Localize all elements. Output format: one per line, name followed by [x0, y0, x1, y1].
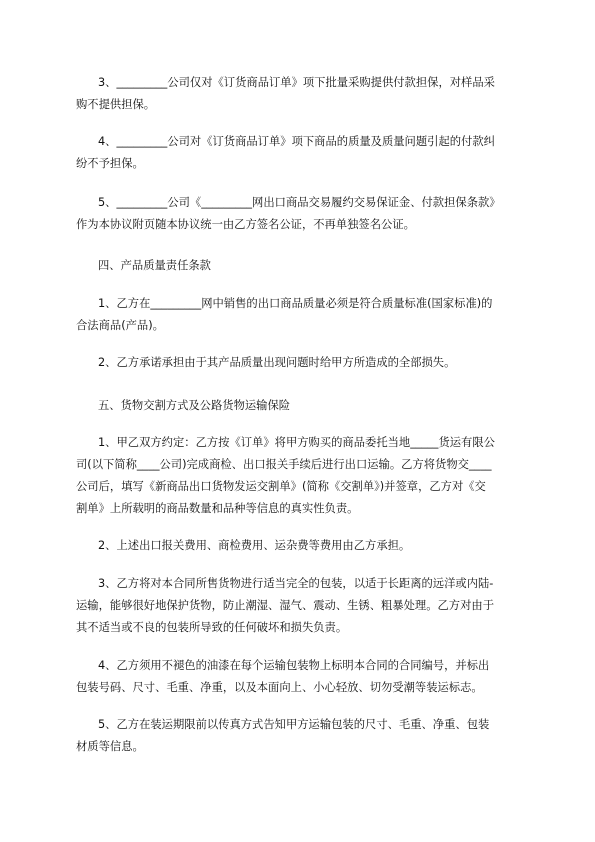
text-line: 5、乙方在装运期限前以传真方式告知甲方运输包装的尺寸、毛重、净重、包装 [98, 718, 490, 731]
text-line: 包装号码、尺寸、毛重、净重，以及本面向上、小心轻放、切勿受潮等装运标志。 [76, 681, 483, 694]
delivery-clause-1-paragraph [76, 432, 536, 520]
text-line: 4、乙方须用不褪色的油漆在每个运输包装物上标明本合同的合同编号，并标出 [98, 659, 490, 672]
text-line: 2、乙方承诺承担由于其产品质量出现问题时给甲方所造成的全部损失。 [98, 356, 456, 369]
section-four-heading [76, 255, 536, 277]
delivery-clause-4-paragraph [76, 655, 536, 699]
text-line: 司(以下简称____公司)完成商检、出口报关手续后进行出口运输。乙方将货物交____ [76, 458, 492, 471]
delivery-clause-5-paragraph [76, 714, 536, 758]
text-line: 其不适当或不良的包装所导致的任何破坏和损失负责。 [76, 621, 348, 634]
section-five-heading [76, 395, 536, 417]
text-line: 材质等信息。 [76, 740, 144, 753]
text-line: 纷不予担保。 [76, 157, 144, 170]
text-line: 运输，能够很好地保护货物，防止潮湿、湿气、震动、生锈、粗暴处理。乙方对由于 [76, 599, 494, 612]
clause-5-paragraph [76, 192, 536, 236]
section-heading: 四、产品质量责任条款 [98, 259, 211, 272]
quality-clause-1-paragraph [76, 293, 536, 337]
text-line: 作为本协议附页随本协议统一由乙方签名公证，不再单独签名公证。 [76, 218, 415, 231]
delivery-clause-3-paragraph [76, 573, 536, 639]
text-line: 合法商品(产品)。 [76, 319, 164, 332]
section-heading: 五、货物交割方式及公路货物运输保险 [98, 399, 291, 412]
text-line: 3、_________公司仅对《订货商品订单》项下批量采购提供付款担保，对样品采 [98, 76, 495, 89]
clause-3-paragraph [76, 72, 536, 116]
text-line: 割单》上所载明的商品数量和品种等信息的真实性负责。 [76, 502, 359, 515]
text-line: 公司后，填写《新商品出口货物发运交割单》(简称《交割单》)并签章，乙方对《交 [76, 480, 486, 493]
clause-4-paragraph [76, 131, 536, 175]
delivery-clause-2-paragraph [76, 535, 536, 557]
text-line: 4、_________公司对《订货商品订单》项下商品的质量及质量问题引起的付款纠 [98, 135, 495, 148]
text-line: 1、甲乙双方约定：乙方按《订单》将甲方购买的商品委托当地_____货运有限公 [98, 436, 495, 449]
text-line: 2、上述出口报关费用、商检费用、运杂费等费用由乙方承担。 [98, 539, 411, 552]
text-line: 购不提供担保。 [76, 98, 156, 111]
text-line: 1、乙方在_________网中销售的出口商品质量必须是符合质量标准(国家标准)的 [98, 297, 493, 310]
text-line: 5、_________公司《_________网出口商品交易履约交易保证金、付款担保条款》 [98, 196, 501, 209]
text-line: 3、乙方将对本合同所售货物进行适当完全的包装，以适于长距离的远洋或内陆- [98, 577, 494, 590]
quality-clause-2-paragraph [76, 352, 536, 374]
